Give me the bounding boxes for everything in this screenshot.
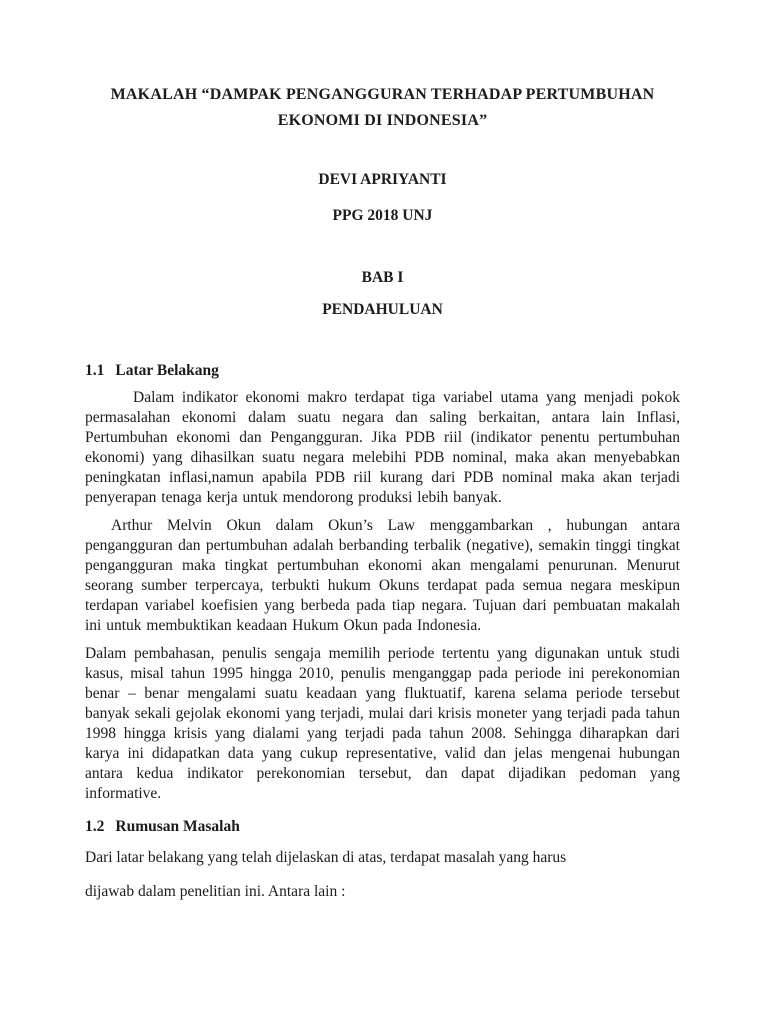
chapter-title: PENDAHULUAN bbox=[322, 301, 443, 318]
paragraph-latar-belakang-1: Dalam indikator ekonomi makro terdapat tiga variabel utama yang menjadi pokok permasalahan ekonomi dalam suatu negara dan saling berkaitan, antara lain Inflasi, Pertumbuhan ekonomi dan Pengangguran. Jika PDB riil (indikator penentu pertumbuhan ekonomi) yang dihasilkan suatu negara melebihi PDB nominal, maka akan menyebabkan peningkatan inflasi,namun apabila PDB riil kurang dari PDB nominal maka akan terjadi penyerapan tenaga kerja untuk mendorong produksi lebih banyak. bbox=[85, 389, 680, 506]
rumusan-masalah-line-1: Dari latar belakang yang telah dijelaskan di atas, terdapat masalah yang harus bbox=[85, 849, 567, 866]
program-name: PPG 2018 UNJ bbox=[332, 207, 433, 224]
section-number: 1.1 bbox=[85, 362, 105, 379]
section-title: Rumusan Masalah bbox=[115, 818, 240, 835]
paragraph-latar-belakang-3: Dalam pembahasan, penulis sengaja memilih periode tertentu yang digunakan untuk studi kasus, misal tahun 1995 hingga 2010, penulis menganggap pada periode ini perekonomian benar – benar mengalami suatu keadaan yang fluktuatif, karena selama periode tersebut banyak sekali gejolak ekonomi yang terjadi, mulai dari krisis moneter yang terjadi pada tahun 1998 hingga krisis yang dialami yang terjadi pada tahun 2008. Sehingga diharapkan dari karya ini didapatkan data yang cukup representative, valid dan jelas mengenai hubungan antara kedua indikator perekonomian tersebut, dan dapat dijadikan pedoman yang informative. bbox=[85, 645, 680, 802]
document-title: MAKALAH “DAMPAK PENGANGGURAN TERHADAP PERTUMBUHAN EKONOMI DI INDONESIA” bbox=[110, 86, 655, 129]
rumusan-masalah-line-2: dijawab dalam penelitian ini. Antara lain : bbox=[85, 883, 346, 900]
section-title: Latar Belakang bbox=[115, 362, 219, 379]
chapter-number: BAB I bbox=[361, 269, 404, 286]
section-heading-latar-belakang bbox=[85, 362, 680, 380]
section-number: 1.2 bbox=[85, 818, 105, 835]
author-name: DEVI APRIYANTI bbox=[318, 171, 447, 188]
paragraph-latar-belakang-2: Arthur Melvin Okun dalam Okun’s Law menggambarkan , hubungan antara pengangguran dan pertumbuhan adalah berbanding terbalik (negative), semakin tinggi tingkat pengangguran maka tingkat pertumbuhan ekonomi akan mengalami penurunan. Menurut seorang sumber terpercaya, terbukti hukum Okuns terdapat pada semua negara meskipun terdapan variabel koefisien yang berbeda pada tiap negara. Tujuan dari pembuatan makalah ini untuk membuktikan keadaan Hukum Okun pada Indonesia. bbox=[85, 517, 680, 634]
section-heading-rumusan-masalah bbox=[85, 818, 680, 836]
